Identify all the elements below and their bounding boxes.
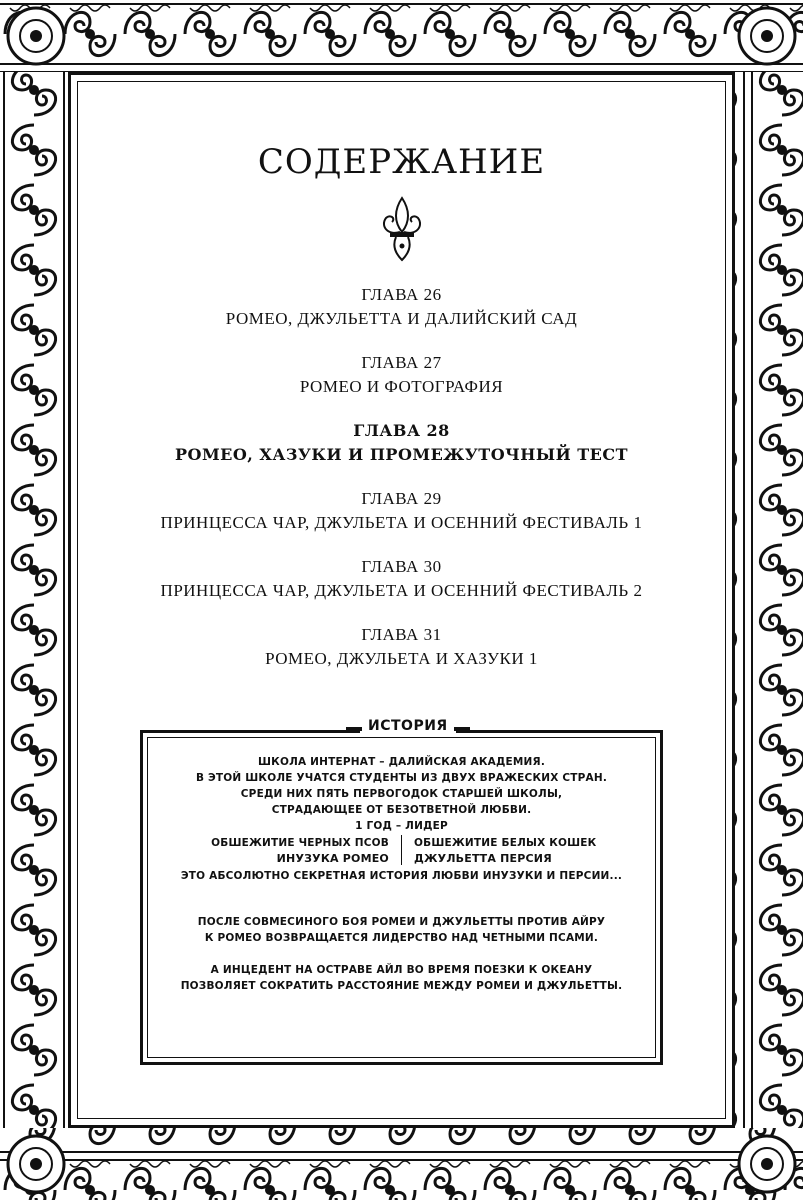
chapter-entry[interactable] xyxy=(0,555,803,603)
chapter-number: ГЛАВА 28 xyxy=(353,421,450,440)
chapter-entry-current[interactable] xyxy=(0,419,803,467)
chapter-number: ГЛАВА 29 xyxy=(361,489,442,508)
chapter-entry[interactable] xyxy=(0,487,803,535)
dorm-right-name: ОБШЕЖИТИЕ БЕЛЫХ КОШЕК xyxy=(414,837,597,849)
chapter-title: РОМЕО, ДЖУЛЬЕТА И ХАЗУКИ 1 xyxy=(265,649,538,668)
story-line: К РОМЕО ВОЗВРАЩАЕТСЯ ЛИДЕРСТВО НАД ЧЕТНЫМИ ПСАМИ. xyxy=(204,932,599,944)
chapter-number: ГЛАВА 26 xyxy=(361,285,442,304)
chapter-number: ГЛАВА 27 xyxy=(361,353,442,372)
chapter-entry[interactable] xyxy=(0,283,803,331)
page-title: СОДЕРЖАНИЕ xyxy=(257,142,546,182)
dorm-left xyxy=(179,835,401,867)
chapter-entry[interactable] xyxy=(0,623,803,671)
story-line: ШКОЛА ИНТЕРНАТ – ДАЛИЙСКАЯ АКАДЕМИЯ. xyxy=(257,756,546,768)
chapter-title: РОМЕО И ФОТОГРАФИЯ xyxy=(299,377,504,396)
dorm-left-leader: ИНУЗУКА РОМЕО xyxy=(276,852,389,865)
chapter-title: РОМЕО, ХАЗУКИ И ПРОМЕЖУТОЧНЫЙ ТЕСТ xyxy=(174,445,629,464)
story-line: ЭТО АБСОЛЮТНО СЕКРЕТНАЯ ИСТОРИЯ ЛЮБВИ ИНУЗУКИ И ПЕРСИИ... xyxy=(180,870,623,882)
chapter-title: ПРИНЦЕССА ЧАР, ДЖУЛЬЕТА И ОСЕННИЙ ФЕСТИВАЛЬ 2 xyxy=(160,581,643,600)
dorm-right-leader: ДЖУЛЬЕТТА ПЕРСИЯ xyxy=(414,852,552,865)
dorm-right xyxy=(402,835,624,867)
story-line: А ИНЦЕДЕНТ НА ОСТРАВЕ АЙЛ ВО ВРЕМЯ ПОЕЗКИ К ОКЕАНУ xyxy=(210,964,593,976)
chapter-title: РОМЕО, ДЖУЛЬЕТТА И ДАЛИЙСКИЙ САД xyxy=(225,309,578,328)
dorm-columns xyxy=(150,835,653,867)
story-line: СРЕДИ НИХ ПЯТЬ ПЕРВОГОДОК СТАРШЕЙ ШКОЛЫ, xyxy=(240,788,563,800)
story-line: СТРАДАЮЩЕЕ ОТ БЕЗОТВЕТНОЙ ЛЮБВИ. xyxy=(271,804,532,816)
story-line: В ЭТОЙ ШКОЛЕ УЧАТСЯ СТУДЕНТЫ ИЗ ДВУХ ВРАЖЕСКИХ СТРАН. xyxy=(195,772,608,784)
story-label: ИСТОРИЯ xyxy=(360,718,456,734)
fleur-de-lis-icon xyxy=(376,196,428,262)
chapter-number: ГЛАВА 30 xyxy=(361,557,442,576)
chapter-entry[interactable] xyxy=(0,351,803,399)
story-line: 1 ГОД – ЛИДЕР xyxy=(355,820,448,832)
table-of-contents xyxy=(0,283,803,691)
story-text xyxy=(150,754,653,994)
story-line: ПОСЛЕ СОВМЕСИНОГО БОЯ РОМЕИ И ДЖУЛЬЕТТЫ ПРОТИВ АЙРУ xyxy=(197,916,606,928)
dorm-left-name: ОБШЕЖИТИЕ ЧЕРНЫХ ПСОВ xyxy=(211,837,389,849)
chapter-number: ГЛАВА 31 xyxy=(361,625,442,644)
story-line: ПОЗВОЛЯЕТ СОКРАТИТЬ РАССТОЯНИЕ МЕЖДУ РОМЕИ И ДЖУЛЬЕТТЫ. xyxy=(180,980,623,992)
chapter-title: ПРИНЦЕССА ЧАР, ДЖУЛЬЕТА И ОСЕННИЙ ФЕСТИВАЛЬ 1 xyxy=(160,513,643,532)
